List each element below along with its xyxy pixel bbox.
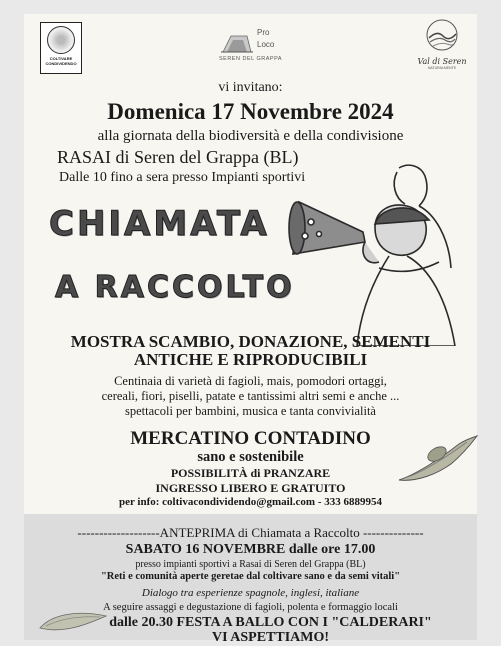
event-hours: Dalle 10 fino a sera presso Impianti sportivi xyxy=(59,170,306,185)
bean-pod-illustration xyxy=(397,434,479,486)
dance-party-notice: dalle 20.30 FESTA A BALLO CON I "CALDERARI" xyxy=(109,615,432,630)
val-di-seren-tagline: NATURALMENTE xyxy=(427,66,457,70)
child-with-megaphone-illustration xyxy=(279,158,471,346)
event-title-line-1: CHIAMATA xyxy=(49,204,270,244)
program-line-1: Centinaia di varietà di fagioli, mais, pomodori ortaggi, xyxy=(114,374,387,388)
preview-location: presso impianti sportivi a Rasai di Seren del Grappa (BL) xyxy=(135,559,366,570)
seal-emblem-icon xyxy=(47,26,75,54)
event-poster xyxy=(24,14,477,645)
preview-talk-title: "Reti e comunità aperte geretae dal coltivare sano e da semi vitali" xyxy=(100,571,401,582)
invite-text: vi invitano: xyxy=(218,80,283,95)
preview-tasting: A seguire assaggi e degustazione di fagioli, polenta e formaggio locali xyxy=(103,602,398,613)
pro-loco-word-2: Loco xyxy=(257,40,275,49)
contact-info: per info: coltivacondividendo@gmail.com - 333 6889954 xyxy=(118,496,383,508)
coltivare-condividendo-logo xyxy=(40,22,82,74)
hills-icon xyxy=(425,18,459,52)
preview-heading: -------------------ANTEPRIMA di Chiamata a Raccolto -------------- xyxy=(77,525,424,540)
seed-pod-icon xyxy=(38,608,108,638)
lunch-notice: POSSIBILITÀ di PRANZARE xyxy=(170,466,331,480)
pro-loco-subtitle: SEREN DEL GRAPPA xyxy=(219,56,283,62)
program-line-3: spettacoli per bambini, musica e tanta convivialità xyxy=(125,404,376,418)
market-subheading: sano e sostenibile xyxy=(197,449,304,465)
preview-dialogue: Dialogo tra esperienze spagnole, inglesi, italiane xyxy=(141,587,360,599)
logo-left-label-1: COLTIVARE xyxy=(49,56,73,61)
pro-loco-logo xyxy=(219,26,309,71)
event-place: RASAI di Seren del Grappa (BL) xyxy=(57,147,299,167)
val-di-seren-logo xyxy=(416,18,468,76)
market-heading: MERCATINO CONTADINO xyxy=(130,428,371,449)
entry-notice: INGRESSO LIBERO E GRATUITO xyxy=(155,481,346,495)
preview-date: SABATO 16 NOVEMBRE dalle ore 17.00 xyxy=(125,542,376,557)
logo-left-label-2: CONDIVIDENDO xyxy=(45,61,77,66)
event-date-headline: Domenica 17 Novembre 2024 xyxy=(107,99,394,124)
program-line-2: cereali, fiori, piselli, patate e tantissimi altri semi e anche ... xyxy=(101,389,400,403)
program-headline-1: MOSTRA SCAMBIO, DONAZIONE, SEMENTI xyxy=(70,332,431,351)
event-title-line-2: A RACCOLTO xyxy=(55,270,295,305)
val-di-seren-brand: Val di Seren xyxy=(417,57,467,66)
closing-greeting: VI ASPETTIAMO! xyxy=(211,630,330,645)
program-headline-2: ANTICHE E RIPRODUCIBILI xyxy=(133,350,368,369)
barn-icon xyxy=(221,30,253,54)
pro-loco-word-1: Pro xyxy=(257,28,270,37)
event-occasion: alla giornata della biodiversità e della condivisione xyxy=(97,128,404,144)
